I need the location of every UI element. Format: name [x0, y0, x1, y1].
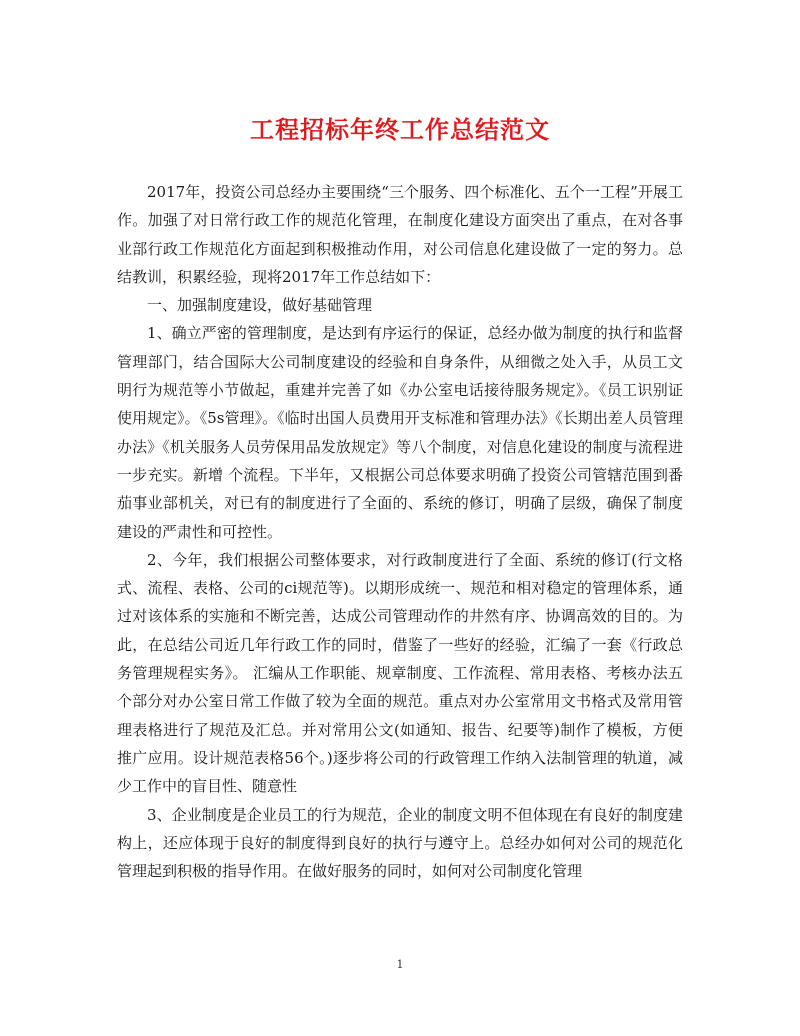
paragraph-item-1: 1、确立严密的管理制度，是达到有序运行的保证，总经办做为制度的执行和监督管理部门，结合国际大公司制度建设的经验和自身条件，从细微之处入手，从员工文明行为规范等小节做起，重建并完善了如《办公室电话接待服务规定》。《员工识别证使用规定》。《5s管理》。《临时出国人员费用开支标准和管理办法》《长期出差人员管理办法》《机关服务人员劳保用品发放规定》等八个制度，对信息化建设的制度与流程进一步充实。新增 个流程。下半年，又根据公司总体要求明确了投资公司管辖范围到番茄事业部机关，对已有的制度进行了全面的、系统的修订，明确了层级，确保了制度建设的严肃性和可控性。 — [117, 324, 683, 541]
document-title: 工程招标年终工作总结范文 — [250, 115, 550, 144]
document-body — [117, 178, 683, 885]
paragraph-intro: 2017年，投资公司总经办主要围绕“三个服务、四个标准化、五个一工程”开展工作。加强了对日常行政工作的规范化管理，在制度化建设方面突出了重点，在对各事业部行政工作规范化方面起到积极推动作用，对公司信息化建设做了一定的努力。总结教训，积累经验，现将2017年工作总结如下： — [117, 183, 683, 286]
paragraph-item-3: 3、企业制度是企业员工的行为规范，企业的制度文明不但体现在有良好的制度建构上，还应体现于良好的制度得到良好的执行与遵守上。总经办如何对公司的规范化管理起到积极的指导作用。在做好服务的同时，如何对公司制度化管理 — [117, 805, 683, 881]
section-heading: 一、加强制度建设，做好基础管理 — [147, 296, 373, 315]
page-number: 1 — [396, 958, 404, 971]
paragraph-item-2: 2、今年，我们根据公司整体要求，对行政制度进行了全面、系统的修订(行文格式、流程、表格、公司的ci规范等)。以期形成统一、规范和相对稳定的管理体系，通过对该体系的实施和不断完善，达成公司管理动作的井然有序、协调高效的目的。为此，在总结公司近几年行政工作的同时，借鉴了一些好的经验，汇编了一套《行政总务管理规程实务》。 汇编从工作职能、规章制度、工作流程、常用表格、考核办法五个部分对办公室日常工作做了较为全面的规范。重点对办公室常用文书格式及常用管理表格进行了规范及汇总。并对常用公文(如通知、报告、纪要等)制作了模板，方便推广应用。设计规范表格56个。)逐步将公司的行政管理工作纳入法制管理的轨道，减少工作中的盲目性、随意性 — [117, 550, 683, 796]
